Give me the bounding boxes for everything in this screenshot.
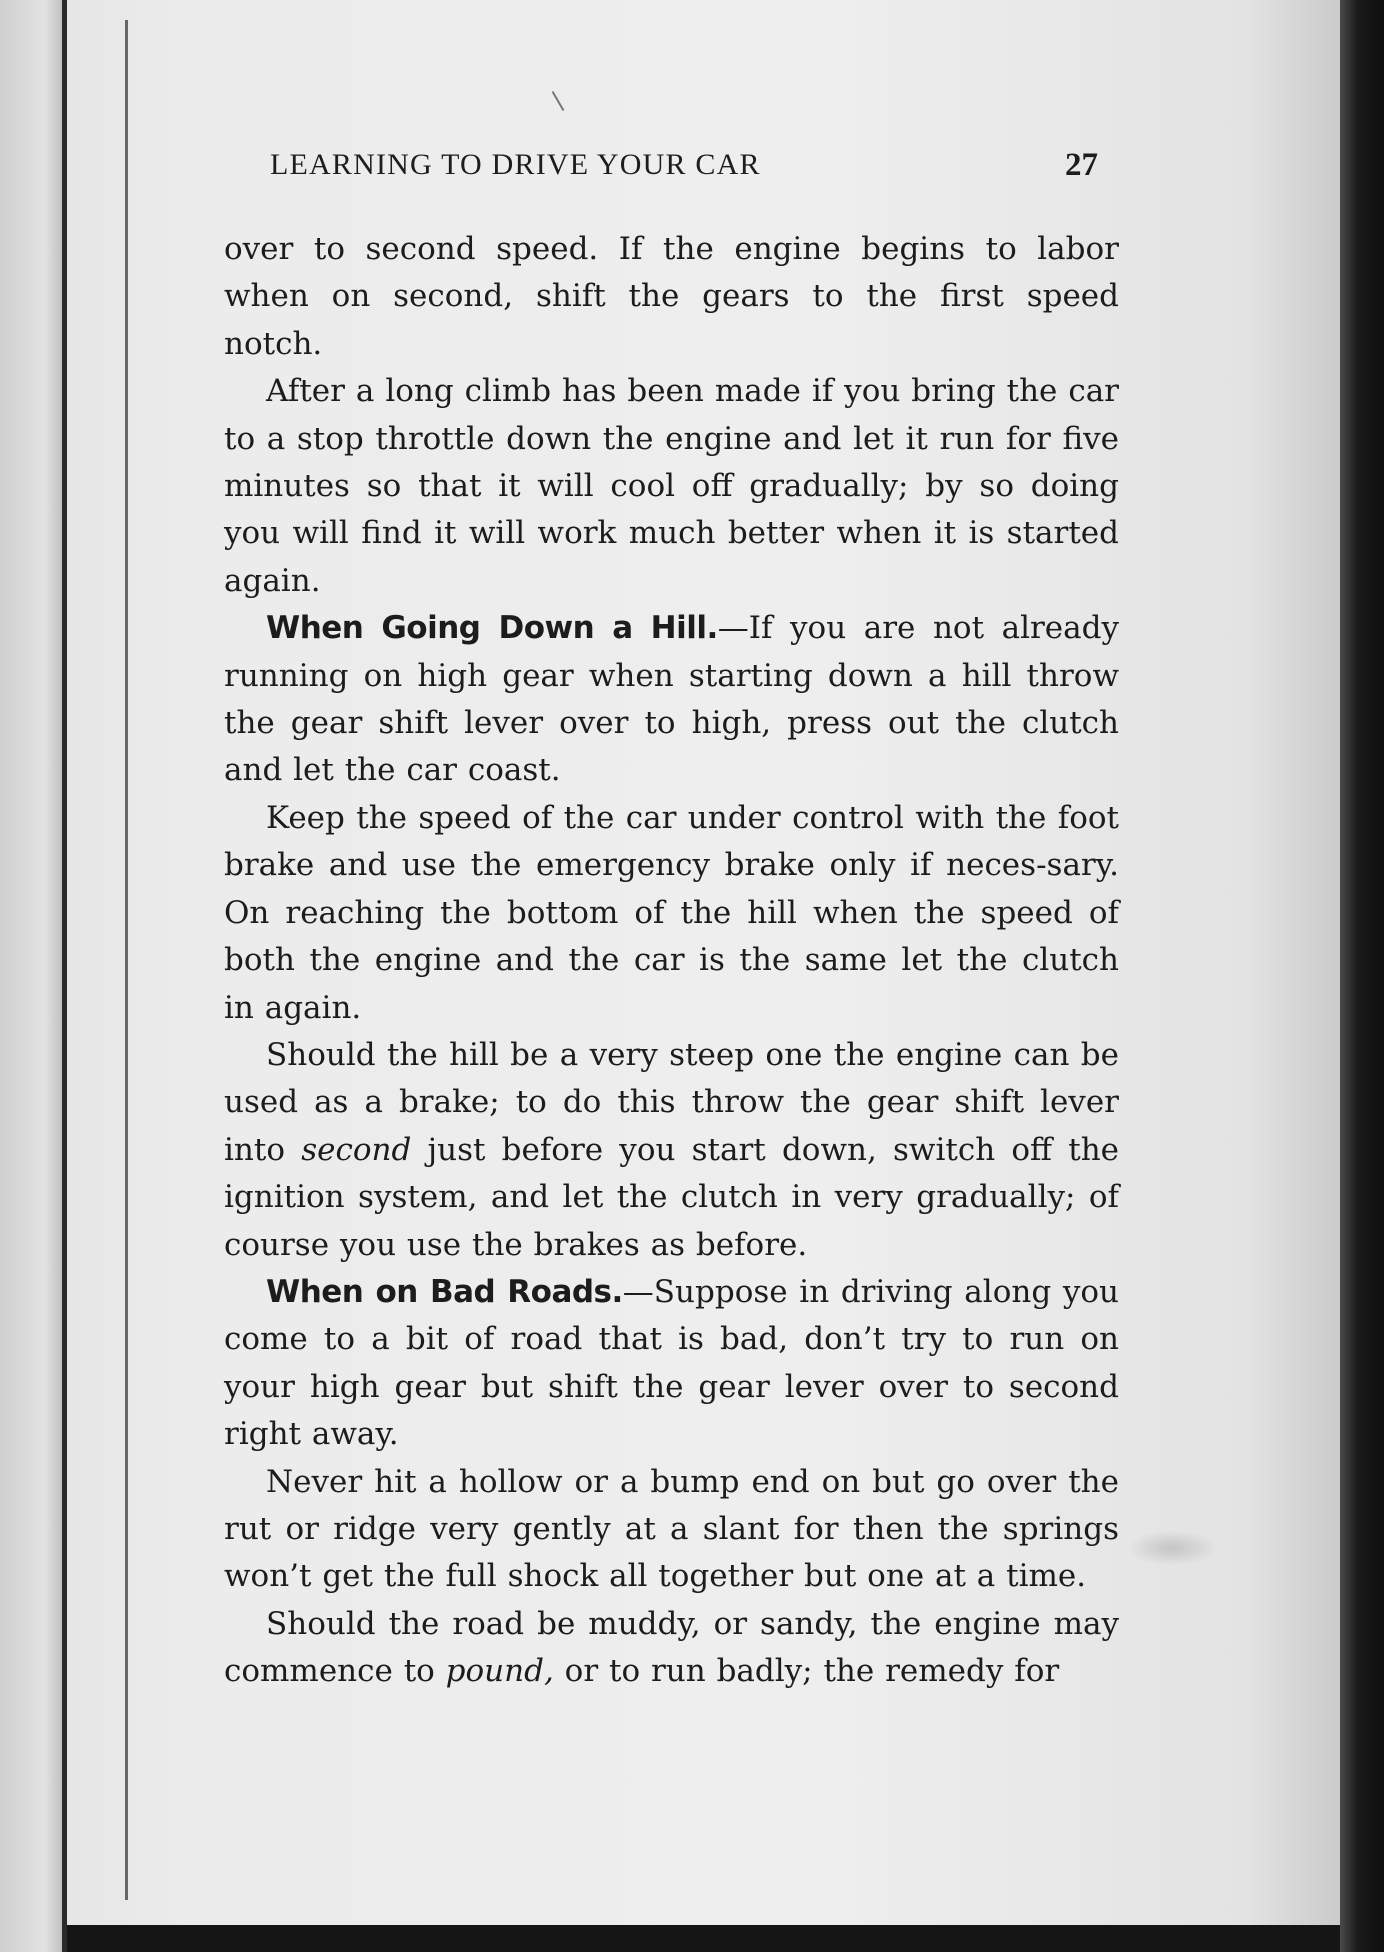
paragraph-text: —If you are not already running on high gear when starting down a hill throw the gear shift lever over to high, press out the clutch and let the car coast. <box>224 610 1119 789</box>
paragraph-1 <box>224 226 1119 368</box>
section-heading: When on Bad Roads. <box>266 1273 623 1310</box>
page-edge-shadow <box>1340 0 1384 1952</box>
facing-page-edge <box>0 0 64 1952</box>
paragraph-4 <box>224 795 1119 1032</box>
paragraph-going-down-hill <box>224 605 1119 795</box>
emphasis-text: pound, <box>445 1653 554 1690</box>
paragraph-text: —Suppose in driving along you come to a bit of road that is bad, don’t try to run on your high gear but shift the gear lever over to second right away. <box>224 1273 1119 1453</box>
emphasis-text: second <box>301 1131 412 1168</box>
paragraph-text: Should the hill be a very steep one the engine can be used as a brake; to do this throw the gear shift lever into <box>224 1036 1119 1168</box>
paragraph-text: After a long climb has been made if you bring the car to a stop throttle down the engine and let it run for five minutes so that it will cool off gradually; by so doing you will find it will work much better when it is started again. <box>224 373 1119 599</box>
paragraph-text: or to run badly; the remedy for <box>553 1653 1060 1690</box>
inner-margin-line <box>125 20 128 1900</box>
body-text <box>224 226 1119 1696</box>
paragraph-5 <box>224 1032 1119 1269</box>
paragraph-bad-roads <box>224 1269 1119 1459</box>
paragraph-2 <box>224 368 1119 605</box>
paragraph-7 <box>224 1459 1119 1601</box>
paragraph-text: Never hit a hollow or a bump end on but go over the rut or ridge very gently at a slant for then the springs won’t get the full shock all together but one at a time. <box>224 1463 1119 1595</box>
paragraph-text: Keep the speed of the car under control with the foot brake and use the emergency brake only if neces-sary. On reaching the bottom of the hill when the speed of both the engine and the car is the same let the clutch in again. <box>224 799 1119 1026</box>
page-smudge <box>1127 1530 1217 1566</box>
page-number: 27 <box>1065 147 1098 183</box>
paragraph-text: over to second speed. If the engine begins to labor when on second, shift the gears to the first speed notch. <box>224 231 1119 362</box>
paragraph-text: Should the road be muddy, or sandy, the engine may commence to <box>224 1605 1119 1690</box>
paragraph-text: just before you start down, switch off the ignition system, and let the clutch in very gradually; of course you use the brakes as before. <box>224 1131 1119 1263</box>
stray-ink-mark <box>552 91 565 111</box>
running-title: LEARNING TO DRIVE YOUR CAR <box>270 148 761 181</box>
running-header <box>270 143 1110 187</box>
paragraph-8 <box>224 1601 1119 1696</box>
section-heading: When Going Down a Hill. <box>266 610 718 647</box>
